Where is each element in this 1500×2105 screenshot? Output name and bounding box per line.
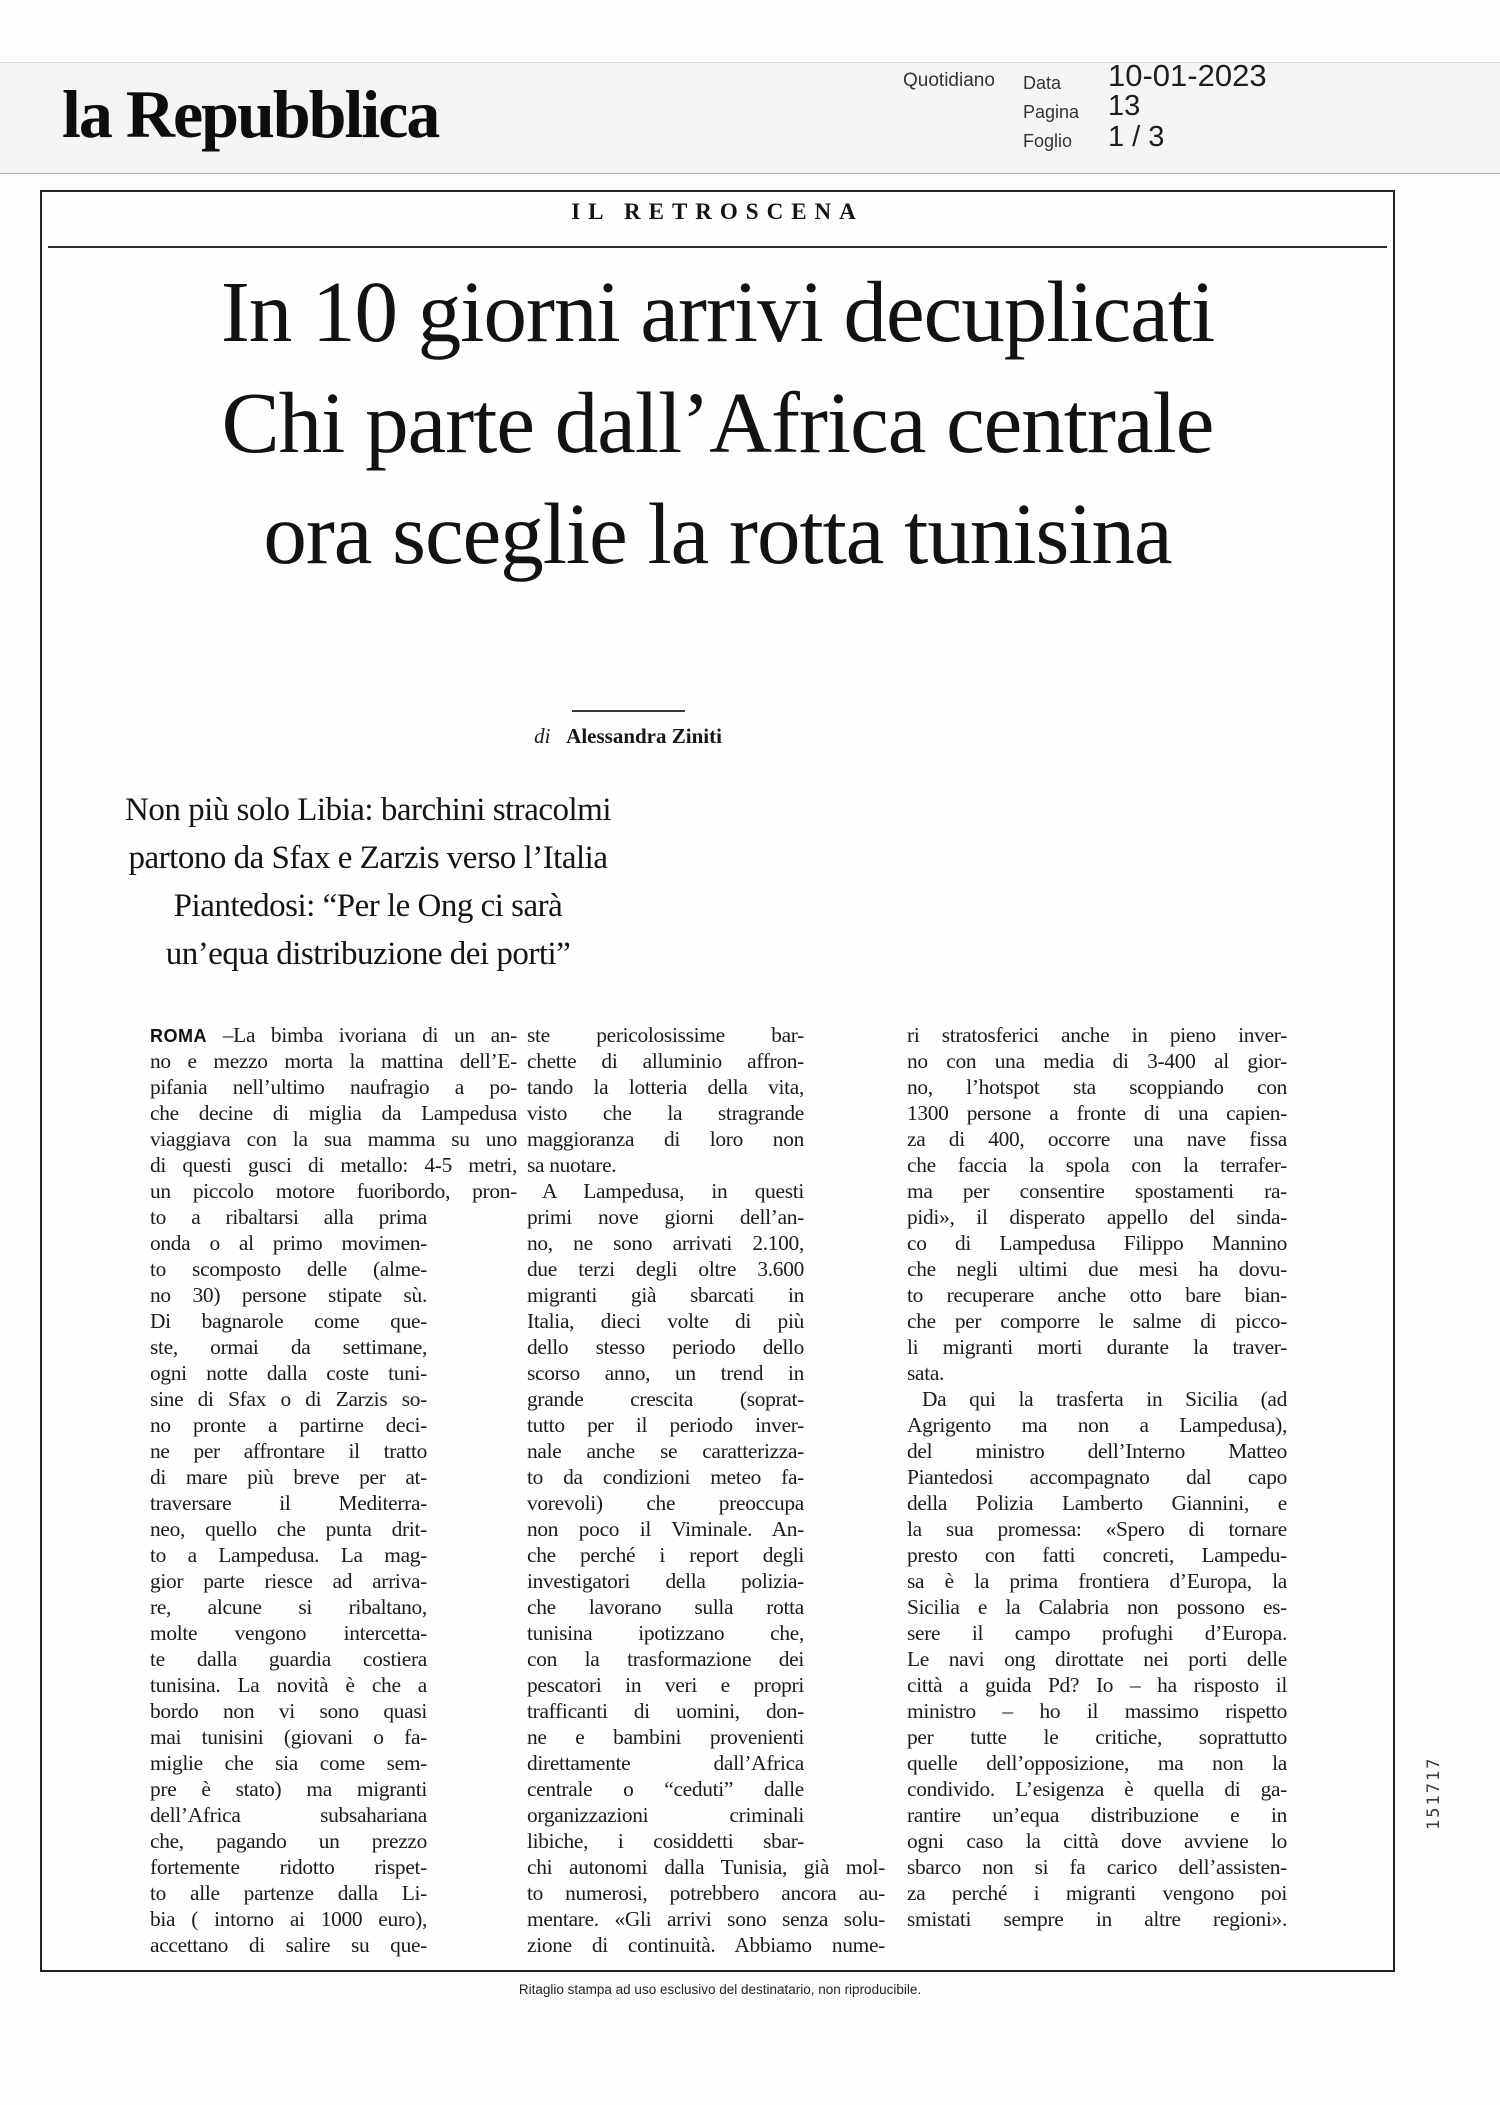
body-text-line: 1300 persone a fronte di una capien- [907,1101,1287,1125]
body-text-line: ste pericolosissime bar- [527,1023,804,1047]
body-text-line: zione di continuità. Abbiamo nume- [527,1933,885,1957]
page-value: 13 [1108,90,1141,122]
body-text-line: sine di Sfax o di Zarzis so- [150,1387,427,1411]
body-text-line: Da qui la trasferta in Sicilia (ad [922,1387,1287,1411]
clipping-code: 151717 [1424,1756,1444,1830]
byline-rule [572,710,685,712]
body-text-line: mentare. «Gli arrivi sono senza solu- [527,1907,885,1931]
body-text-line: miglie che sia come sem- [150,1751,427,1775]
body-text-line: pre è stato) ma migranti [150,1777,427,1801]
body-text-line: ogni caso la città dove avviene lo [907,1829,1287,1853]
body-text-line: che negli ultimi due mesi ha dovu- [907,1257,1287,1281]
body-text-line: città a guida Pd? Io – ha risposto il [907,1673,1287,1697]
body-text-line: re, alcune si ribaltano, [150,1595,427,1619]
body-text-line: vorevoli) che preoccupa [527,1491,804,1515]
body-column-1-opening [150,1022,517,1204]
body-text-line: che, pagando un prezzo [150,1829,427,1853]
body-text-line: con la trasformazione dei [527,1647,804,1671]
body-text-line: traversare il Mediterra- [150,1491,427,1515]
body-text-line: visto che la stragrande [527,1101,804,1125]
body-text-line: di questi gusci di metallo: 4-5 metri, [150,1153,517,1177]
body-text-line: non poco il Viminale. An- [527,1517,804,1541]
body-text-line: pidi», il disperato appello del sinda- [907,1205,1287,1229]
body-text-line: dello stesso periodo dello [527,1335,804,1359]
body-text-line: scorso anno, un trend in [527,1361,804,1385]
sheet-value: 1 / 3 [1108,121,1165,153]
body-text-line: accettano di salire su que- [150,1933,427,1957]
body-text-line: tunisina. La novità è che a [150,1673,427,1697]
body-text-line: che perché i report degli [527,1543,804,1567]
body-text-line: fortemente ridotto rispet- [150,1855,427,1879]
body-text-line: to scomposto delle (alme- [150,1257,427,1281]
body-text-line: mai tunisini (giovani o fa- [150,1725,427,1749]
body-text-line: tunisina ipotizzano che, [527,1621,804,1645]
body-column-2-closing [527,1854,885,1958]
body-text-line: onda o al primo movimen- [150,1231,427,1255]
dateline: ROMA [150,1026,207,1046]
body-text-line: to da condizioni meteo fa- [527,1465,804,1489]
body-text-line: due terzi degli oltre 3.600 [527,1257,804,1281]
body-text-line: sata. [907,1361,945,1385]
body-text-line: trafficanti di uomini, don- [527,1699,804,1723]
body-text-line: centrale o “ceduti” dalle [527,1777,804,1801]
body-text-line: presto con fatti concreti, Lampedu- [907,1543,1287,1567]
body-text-line: nale anche se caratterizza- [527,1439,804,1463]
body-text-line: te dalla guardia costiera [150,1647,427,1671]
body-text-line: no pronte a partirne deci- [150,1413,427,1437]
body-text-line: libiche, i cosiddetti sbar- [527,1829,804,1853]
body-text-line: sa è la prima frontiera d’Europa, la [907,1569,1287,1593]
body-text-line: ste, ormai da settimane, [150,1335,427,1359]
body-text-line: quelle dell’opposizione, ma non la [907,1751,1287,1775]
body-text-line: la sua promessa: «Spero di tornare [907,1517,1287,1541]
standfirst-line-3: Piantedosi: “Per le Ong ci sarà [173,888,563,924]
body-text-line: chette di alluminio affron- [527,1049,804,1073]
standfirst [62,786,674,978]
body-text-line: sbarco non si fa carico dell’assisten- [907,1855,1287,1879]
body-text-line: del ministro dell’Interno Matteo [907,1439,1287,1463]
body-text-line: to alle partenze dalla Li- [150,1881,427,1905]
body-text-line: di mare più breve per at- [150,1465,427,1489]
body-column-1 [150,1204,427,1958]
body-text-line: per tutte le critiche, soprattutto [907,1725,1287,1749]
body-text-line: Piantedosi accompagnato dal capo [907,1465,1287,1489]
body-text-line: to a ribaltarsi alla prima [150,1205,427,1229]
body-text-line: Italia, dieci volte di più [527,1309,804,1333]
headline-line-3: ora sceglie la rotta tunisina [263,485,1172,582]
body-column-3 [907,1022,1287,1932]
body-text-line: che lavorano sulla rotta [527,1595,804,1619]
publication-type-label: Quotidiano [903,70,995,91]
body-text-line: bordo non vi sono quasi [150,1699,427,1723]
body-text-line: to recuperare anche otto bare bian- [907,1283,1287,1307]
sheet-label: Foglio [1023,131,1073,151]
standfirst-line-1: Non più solo Libia: barchini stracolmi [125,792,611,828]
body-column-2 [527,1022,804,1854]
body-text-line: za di 400, occorre una nave fissa [907,1127,1287,1151]
body-text-line: ROMA –La bimba ivoriana di un an- [150,1023,517,1047]
headline [40,256,1395,589]
body-text-line: Sicilia e la Calabria non possono es- [907,1595,1287,1619]
body-text-line: un piccolo motore fuoribordo, pron- [150,1179,517,1203]
standfirst-line-2: partono da Sfax e Zarzis verso l’Italia [128,840,608,876]
byline [428,724,828,749]
body-text-line: sere il campo profughi d’Europa. [907,1621,1287,1645]
body-text-line: no con una media di 3-400 al gior- [907,1049,1287,1073]
section-kicker: IL RETROSCENA [571,199,864,224]
body-text-line: investigatori della polizia- [527,1569,804,1593]
body-text-line: A Lampedusa, in questi [542,1179,804,1203]
body-text-line: che per comporre le salme di picco- [907,1309,1287,1333]
date-value: 10-01-2023 [1108,58,1267,93]
body-text-line: molte vengono intercetta- [150,1621,427,1645]
body-text-line: Di bagnarole come que- [150,1309,427,1333]
body-text-line: primi nove giorni dell’an- [527,1205,804,1229]
body-text-line: grande crescita (soprat- [527,1387,804,1411]
body-text-line: sa nuotare. [527,1153,617,1177]
body-text-line: co di Lampedusa Filippo Mannino [907,1231,1287,1255]
headline-line-2: Chi parte dall’Africa centrale [221,374,1214,471]
body-text-line: to a Lampedusa. La mag- [150,1543,427,1567]
body-text-line: direttamente dall’Africa [527,1751,804,1775]
body-text-line: li migranti morti durante la traver- [907,1335,1287,1359]
standfirst-line-4: un’equa distribuzione dei porti” [165,936,571,972]
body-text-line: tando la lotteria della vita, [527,1075,804,1099]
body-text-line: pifania nell’ultimo naufragio a po- [150,1075,517,1099]
body-text-line: che decine di miglia da Lampedusa [150,1101,517,1125]
body-text-line: neo, quello che punta drit- [150,1517,427,1541]
body-text-line: pescatori in veri e propri [527,1673,804,1697]
body-text-line: Agrigento ma non a Lampedusa), [907,1413,1287,1437]
body-text-line: no e mezzo morta la mattina dell’E- [150,1049,517,1073]
date-label: Data [1023,73,1062,93]
byline-author: Alessandra Ziniti [566,724,722,748]
body-text-line: to numerosi, potrebbero ancora au- [527,1881,885,1905]
body-text-line: no, l’hotspot sta scoppiando con [907,1075,1287,1099]
kicker-rule [48,246,1387,248]
body-text-line: della Polizia Lamberto Giannini, e [907,1491,1287,1515]
body-text-line: viaggiava con la sua mamma su uno [150,1127,517,1151]
body-text-line: no 30) persone stipate sù. [150,1283,427,1307]
body-text-line: Le navi ong dirottate nei porti delle [907,1647,1287,1671]
body-text-line: za perché i migranti vengono poi [907,1881,1287,1905]
body-text-line: bia ( intorno ai 1000 euro), [150,1907,427,1931]
body-text-line: ogni notte dalla coste tuni- [150,1361,427,1385]
body-text-line: smistati sempre in altre regioni». [907,1907,1287,1931]
body-text-line: ne per affrontare il tratto [150,1439,427,1463]
body-text-line: chi autonomi dalla Tunisia, già mol- [527,1855,885,1879]
body-text-line: ri stratosferici anche in pieno inver- [907,1023,1287,1047]
body-text-line: gior parte riesce ad arriva- [150,1569,427,1593]
body-text-line: no, ne sono arrivati 2.100, [527,1231,804,1255]
masthead-logo: la Repubblica [62,76,439,152]
body-text-line: organizzazioni criminali [527,1803,804,1827]
body-text-line: tutto per il periodo inver- [527,1413,804,1437]
body-text-line: condivido. L’esigenza è quella di ga- [907,1777,1287,1801]
byline-prefix: di [534,724,551,748]
body-text-line: dell’Africa subsahariana [150,1803,427,1827]
headline-line-1: In 10 giorni arrivi decuplicati [220,263,1215,360]
footer-disclaimer: Ritaglio stampa ad uso esclusivo del destinatario, non riproducibile. [518,1982,922,1997]
body-text-line: ministro – ho il massimo rispetto [907,1699,1287,1723]
body-text-line: ma per consentire spostamenti ra- [907,1179,1287,1203]
body-text-line: ne e bambini provenienti [527,1725,804,1749]
body-text-line: rantire un’equa distribuzione e in [907,1803,1287,1827]
body-text-line: che faccia la spola con la terrafer- [907,1153,1287,1177]
page-label: Pagina [1023,102,1080,122]
body-text-line: maggioranza di loro non [527,1127,804,1151]
body-text-line: migranti già sbarcati in [527,1283,804,1307]
